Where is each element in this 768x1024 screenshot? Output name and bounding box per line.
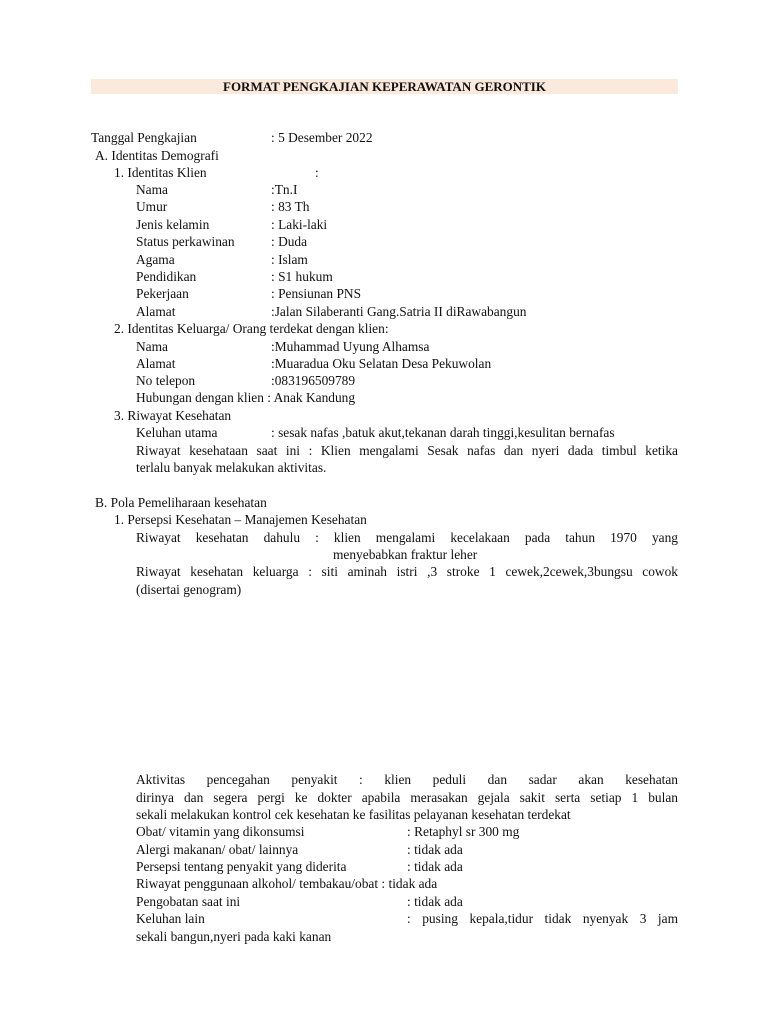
klien-nama-label: Nama (136, 182, 168, 197)
hubungan-klien: Hubungan dengan klien : Anak Kandung (136, 390, 356, 405)
keluhan-utama-label: Keluhan utama (136, 425, 218, 440)
riwayat-dahulu-line1: Riwayat kesehatan dahulu : klien mengalami kecelakaan pada tahun 1970 yang (136, 530, 678, 545)
obat-value: : Retaphyl sr 300 mg (407, 824, 520, 839)
klien-agama-label: Agama (136, 252, 175, 267)
alkohol-line: Riwayat penggunaan alkohol/ tembakau/obat : tidak ada (136, 876, 438, 891)
klien-pendidikan-value: : S1 hukum (271, 269, 333, 284)
pengobatan-value: : tidak ada (407, 894, 463, 909)
identitas-klien-heading: 1. Identitas Klien (114, 165, 207, 180)
keluhan-lain-line2: sekali bangun,nyeri pada kaki kanan (136, 929, 332, 944)
riwayat-saat-ini-line1: Riwayat kesehataan saat ini : Klien mengalami Sesak nafas dan nyeri dada timbul ketika (136, 443, 678, 458)
klien-pekerjaan-label: Pekerjaan (136, 286, 189, 301)
klien-alamat-value: :Jalan Silaberanti Gang.Satria II diRawabangun (271, 304, 527, 319)
klien-status-value: : Duda (271, 234, 308, 249)
pencegahan-line2: dirinya dan segera pergi ke dokter apabila merasakan gejala sakit serta setiap 1 bulan (136, 790, 678, 805)
klien-nama-value: :Tn.I (271, 182, 298, 197)
persepsi-penyakit-label: Persepsi tentang penyakit yang diderita (136, 859, 347, 874)
genogram-note: (disertai genogram) (136, 582, 242, 597)
klien-umur-label: Umur (136, 199, 168, 214)
section-a-heading: A. Identitas Demografi (95, 148, 219, 163)
riwayat-dahulu-line2: menyebabkan fraktur leher (333, 547, 478, 562)
persepsi-heading: 1. Persepsi Kesehatan – Manajemen Kesehatan (114, 512, 367, 527)
keluhan-lain-value: : pusing kepala,tidur tidak nyenyak 3 jam (407, 911, 678, 926)
keluarga-alamat-value: :Muaradua Oku Selatan Desa Pekuwolan (271, 356, 492, 371)
klien-jenis-kelamin-value: : Laki-laki (271, 217, 328, 232)
identitas-klien-colon: : (315, 165, 319, 180)
section-b-heading: B. Pola Pemeliharaan kesehatan (95, 495, 267, 510)
pencegahan-line3: sekali melakukan kontrol cek kesehatan ke fasilitas pelayanan kesehatan terdekat (136, 807, 571, 822)
pengobatan-label: Pengobatan saat ini (136, 894, 241, 909)
keluarga-alamat-label: Alamat (136, 356, 176, 371)
persepsi-penyakit-value: : tidak ada (407, 859, 463, 874)
klien-umur-value: : 83 Th (271, 199, 310, 214)
riwayat-saat-ini-line2: terlalu banyak melakukan aktivitas. (136, 460, 327, 475)
pencegahan-line1: Aktivitas pencegahan penyakit : klien peduli dan sadar akan kesehatan (136, 772, 678, 787)
klien-alamat-label: Alamat (136, 304, 176, 319)
klien-status-label: Status perkawinan (136, 234, 235, 249)
riwayat-keluarga-line: Riwayat kesehatan keluarga : siti aminah istri ,3 stroke 1 cewek,2cewek,3bungsu cowok (136, 564, 678, 579)
klien-agama-value: : Islam (271, 252, 308, 267)
tanggal-value: : 5 Desember 2022 (271, 130, 373, 145)
alergi-value: : tidak ada (407, 842, 463, 857)
keluarga-nama-label: Nama (136, 339, 168, 354)
riwayat-kesehatan-heading: 3. Riwayat Kesehatan (114, 408, 232, 423)
alergi-label: Alergi makanan/ obat/ lainnya (136, 842, 299, 857)
keluhan-lain-label: Keluhan lain (136, 911, 205, 926)
document-title: FORMAT PENGKAJIAN KEPERAWATAN GERONTIK (223, 79, 546, 94)
klien-pekerjaan-value: : Pensiunan PNS (271, 286, 362, 301)
klien-jenis-kelamin-label: Jenis kelamin (136, 217, 210, 232)
keluhan-utama-value: : sesak nafas ,batuk akut,tekanan darah tinggi,kesulitan bernafas (271, 425, 615, 440)
keluarga-telepon-value: :083196509789 (271, 373, 356, 388)
klien-pendidikan-label: Pendidikan (136, 269, 197, 284)
tanggal-label: Tanggal Pengkajian (91, 130, 197, 145)
identitas-keluarga-heading: 2. Identitas Keluarga/ Orang terdekat dengan klien: (114, 321, 389, 336)
obat-label: Obat/ vitamin yang dikonsumsi (136, 824, 305, 839)
keluarga-telepon-label: No telepon (136, 373, 196, 388)
keluarga-nama-value: :Muhammad Uyung Alhamsa (271, 339, 430, 354)
